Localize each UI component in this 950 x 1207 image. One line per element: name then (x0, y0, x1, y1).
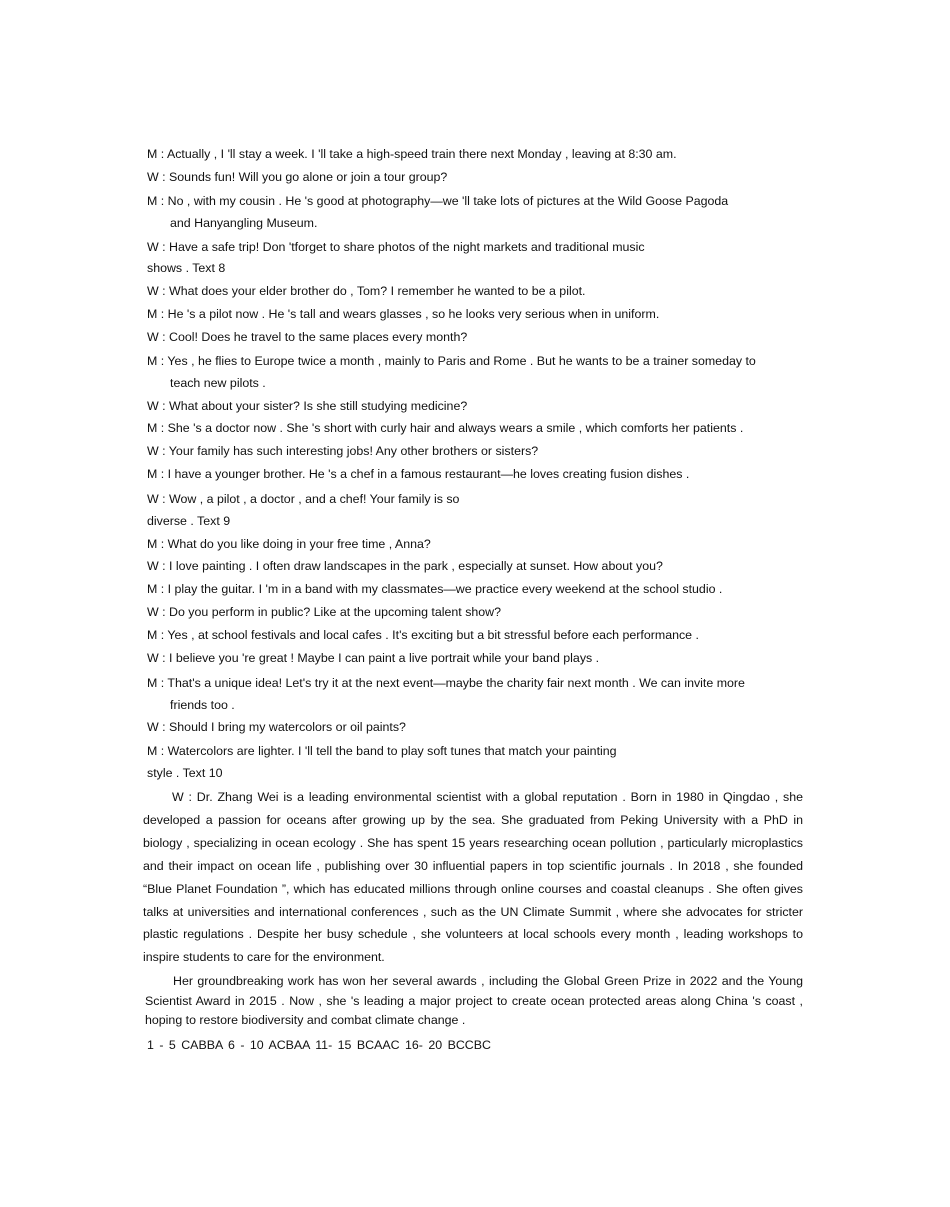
dialog-line: W : Sounds fun! Will you go alone or join a tour group? (147, 170, 448, 184)
dialog-line: M : She 's a doctor now . She 's short with curly hair and always wears a smile , which comforts her patients . (147, 421, 744, 435)
monologue-paragraph-text: Her groundbreaking work has won her several awards , including the Global Green Prize in 2022 and the Young Scientist Award in 2015 . Now , she 's leading a major project to create ocean protected areas along China 's coast , hoping to restore biodiversity and combat climate change . (145, 974, 803, 1028)
dialog-line-wrapped (147, 190, 807, 234)
dialog-line-first: M : Yes , he flies to Europe twice a month , mainly to Paris and Rome . But he wants to be a trainer someday to (147, 354, 756, 368)
dialog-line: W : What about your sister? Is she still studying medicine? (147, 399, 468, 413)
dialog-line: W : Your family has such interesting jobs! Any other brothers or sisters? (147, 444, 539, 458)
dialog-line: M : Watercolors are lighter. I 'll tell the band to play soft tunes that match your painting (147, 744, 617, 758)
dialog-line-wrapped (147, 350, 807, 394)
dialog-line-continuation: friends too . (170, 698, 235, 712)
dialog-line: M : I have a younger brother. He 's a chef in a famous restaurant—he loves creating fusion dishes . (147, 467, 690, 481)
dialog-line: W : Do you perform in public? Like at the upcoming talent show? (147, 605, 502, 619)
monologue-paragraph (143, 786, 803, 969)
dialog-line: W : I love painting . I often draw landscapes in the park , especially at sunset. How about you? (147, 559, 663, 573)
text-heading-line: shows . Text 8 (147, 261, 226, 275)
dialog-line: M : Yes , at school festivals and local cafes . It's exciting but a bit stressful before each performance . (147, 628, 699, 642)
dialog-line: M : What do you like doing in your free time , Anna? (147, 537, 431, 551)
dialog-line-continuation: teach new pilots . (170, 376, 266, 390)
text-heading-line: style . Text 10 (147, 766, 223, 780)
text-heading-line: diverse . Text 9 (147, 514, 231, 528)
answer-key: 1 - 5 CABBA 6 - 10 ACBAA 11- 15 BCAAC 16- 20 BCCBC (147, 1038, 491, 1052)
dialog-line: W : Have a safe trip! Don 'tforget to share photos of the night markets and traditional music (147, 240, 645, 254)
dialog-line: W : Wow , a pilot , a doctor , and a chef! Your family is so (147, 492, 460, 506)
dialog-line-wrapped (147, 672, 807, 716)
dialog-line-first: M : That's a unique idea! Let's try it at the next event—maybe the charity fair next month . We can invite more (147, 676, 745, 690)
monologue-paragraph (145, 972, 803, 1031)
dialog-line-continuation: and Hanyangling Museum. (170, 216, 318, 230)
dialog-line: W : Should I bring my watercolors or oil paints? (147, 720, 406, 734)
dialog-line: M : Actually , I 'll stay a week. I 'll take a high-speed train there next Monday , leaving at 8:30 am. (147, 147, 677, 161)
dialog-line: W : I believe you 're great ! Maybe I can paint a live portrait while your band plays . (147, 651, 600, 665)
dialog-line: W : What does your elder brother do , Tom? I remember he wanted to be a pilot. (147, 284, 586, 298)
dialog-line-first: M : No , with my cousin . He 's good at photography—we 'll take lots of pictures at the Wild Goose Pagoda (147, 194, 729, 208)
dialog-line: M : I play the guitar. I 'm in a band with my classmates—we practice every weekend at the school studio . (147, 582, 723, 596)
monologue-paragraph-text: W : Dr. Zhang Wei is a leading environmental scientist with a global reputation . Born in 1980 in Qingdao , she developed a passion for oceans after growing up by the sea. She graduated from Peking University with a PhD in biology , specializing in ocean ecology . She has spent 15 years researching ocean pollution , particularly microplastics and their impact on ocean life , publishing over 30 influential papers in top scientific journals . In 2018 , she founded “Blue Planet Foundation ”, which has educated millions through online courses and coastal cleanups . She often gives talks at universities and international conferences , such as the UN Climate Summit , where she advocates for stricter plastic regulations . Despite her busy schedule , she volunteers at local schools every month , leading workshops to inspire students to care for the environment. (143, 790, 803, 965)
dialog-line: M : He 's a pilot now . He 's tall and wears glasses , so he looks very serious when in uniform. (147, 307, 660, 321)
dialog-line: W : Cool! Does he travel to the same places every month? (147, 330, 468, 344)
